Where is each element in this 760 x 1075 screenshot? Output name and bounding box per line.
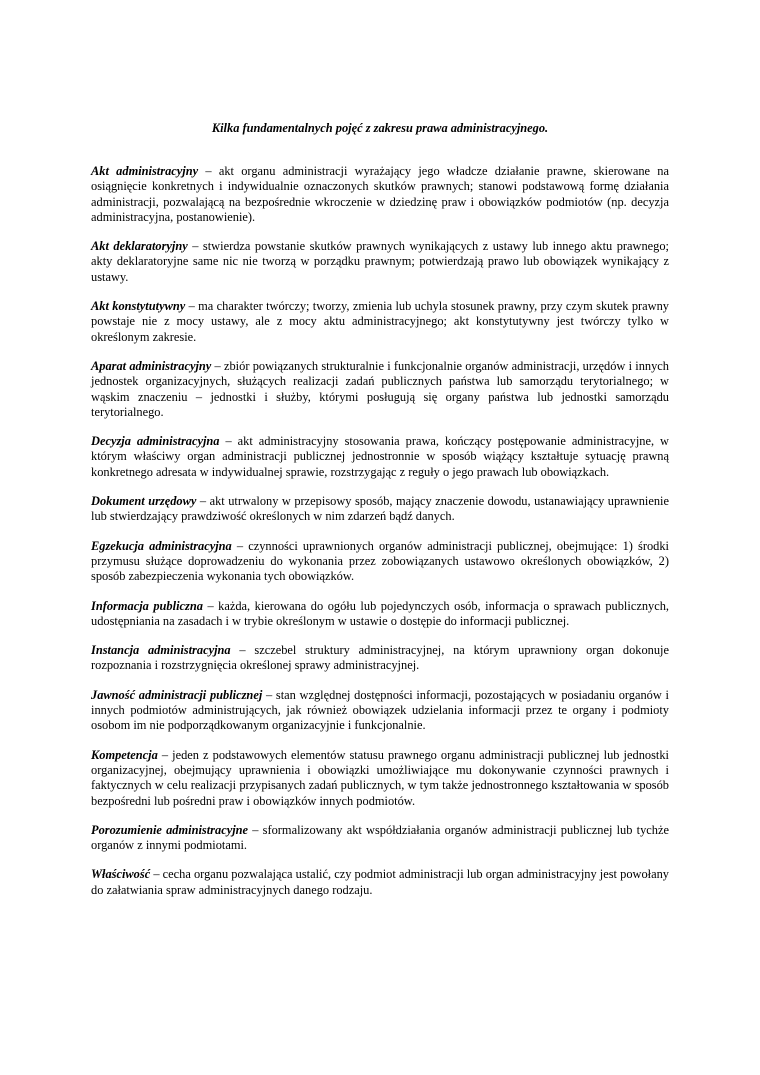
definition-term: Egzekucja administracyjna: [91, 538, 232, 553]
definition-term: Instancja administracyjna: [91, 643, 231, 658]
definition-entry: [91, 867, 669, 898]
definition-entry: [91, 164, 669, 225]
definition-text: – każda, kierowana do ogółu lub pojedynczych osób, informacja o sprawach publicznych, udostępniania na zasadach i w trybie określonym w ustawie o dostępie do informacji publicznej.: [91, 598, 669, 628]
definition-entry: [91, 494, 669, 525]
definition-text: – stan względnej dostępności informacji, pozostających w posiadaniu organów i innych podmiotów administrujących, jak również obowiązek udzielania informacji przez te organy i podmioty osobom im nie podporządkowanym organizacyjnie i funkcjonalnie.: [91, 687, 669, 733]
definition-entry: [91, 748, 669, 809]
definition-term: Dokument urzędowy: [91, 494, 197, 509]
definition-term: Akt deklaratoryjny: [91, 239, 188, 254]
definition-term: Akt konstytutywny: [91, 299, 186, 314]
definition-text: – akt utrwalony w przepisowy sposób, mający znaczenie dowodu, ustanawiający uprawnienie lub stwierdzający prawdziwość określonych w nim zdarzeń bądź danych.: [91, 494, 669, 524]
definition-text: – czynności uprawnionych organów administracji publicznej, obejmujące: 1) środki przymusu służące doprowadzeniu do wykonania przez zobowiązanych ustawowo określonych obowiązków, 2) sposób zabezpieczenia wykonania tych obowiązków.: [91, 538, 670, 584]
definition-text: – jeden z podstawowych elementów statusu prawnego organu administracji publicznej lub jednostki organizacyjnej, obejmujący uprawnienia i obowiązki umożliwiające mu dokonywanie czynności prawnych i faktycznych w celu realizacji przypisanych zadań publicznych, w tym także jednostronnego kształtowania w sposób bezpośredni lub pośredni praw i obowiązków innych podmiotów.: [91, 747, 669, 808]
definition-term: Aparat administracyjny: [91, 358, 212, 373]
definition-entry: [91, 599, 669, 630]
definition-term: Akt administracyjny: [91, 164, 199, 178]
definition-text: – akt organu administracji wyrażający jego władcze działanie prawne, skierowane na osiągnięcie konkretnych i indywidualnie oznaczonych skutków prawnych; stanowi podstawową formę działania administracji, pozwalającą na bezpośrednie wkroczenie w dziedzinę praw i obowiązków podmiotów (np. decyzja administracyjna, postanowienie).: [91, 164, 669, 224]
definition-term: Informacja publiczna: [91, 598, 203, 613]
definition-text: – zbiór powiązanych strukturalnie i funkcjonalnie organów administracji, urzędów i innych jednostek organizacyjnych, służących realizacji zadań publicznych państwa lub samorządu terytorialnego; w wąskim znaczeniu – jednostki i służby, którymi posługują się organy państwa lub jednostki samorządu terytorialnego.: [91, 358, 669, 419]
definition-term: Kompetencja: [91, 747, 158, 762]
definition-entry: [91, 434, 669, 480]
definition-entry: [91, 299, 669, 345]
definition-entry: [91, 643, 669, 674]
definition-term: Jawność administracji publicznej: [91, 687, 263, 702]
definition-entry: [91, 539, 669, 585]
definition-text: – akt administracyjny stosowania prawa, kończący postępowanie administracyjne, w którym właściwy organ administracji publicznej jednostronnie w sposób wiążący kształtuje sytuację prawną konkretnego adresata w indywidualnej sprawie, rozstrzygając z reguły o jego prawach lub obowiązkach.: [91, 434, 669, 479]
definition-text: – stwierdza powstanie skutków prawnych wynikających z ustawy lub innego aktu prawnego; akty deklaratoryjne same nic nie tworzą w porządku prawnym; potwierdzają prawo lub obowiązek wynikający z ustawy.: [91, 239, 669, 284]
definition-entry: [91, 359, 669, 420]
definition-entry: [91, 688, 669, 734]
definition-term: Decyzja administracyjna: [91, 434, 220, 449]
definition-text: – sformalizowany akt współdziałania organów administracji publicznej lub tychże organów z innymi podmiotami.: [91, 822, 669, 853]
definition-entry: [91, 823, 669, 854]
definition-entry: [91, 239, 669, 285]
definition-text: – cecha organu pozwalająca ustalić, czy podmiot administracji lub organ administracyjny jest powołany do załatwiania spraw administracyjnych danego rodzaju.: [91, 867, 669, 897]
definition-text: – ma charakter twórczy; tworzy, zmienia lub uchyla stosunek prawny, przy czym skutek prawny powstaje nie z mocy ustawy, ale z mocy aktu administracyjnego; akt konstytutywny jest twórczy tylko w określonym zakresie.: [91, 299, 669, 344]
definition-term: Porozumienie administracyjne: [91, 822, 249, 837]
definition-text: – szczebel struktury administracyjnej, na którym uprawniony organ dokonuje rozpoznania i rozstrzygnięcia określonej sprawy administracyjnej.: [91, 643, 669, 673]
definition-term: Właściwość: [91, 867, 151, 882]
page-title: Kilka fundamentalnych pojęć z zakresu prawa administracyjnego.: [211, 121, 549, 135]
definitions-list: [91, 164, 669, 912]
